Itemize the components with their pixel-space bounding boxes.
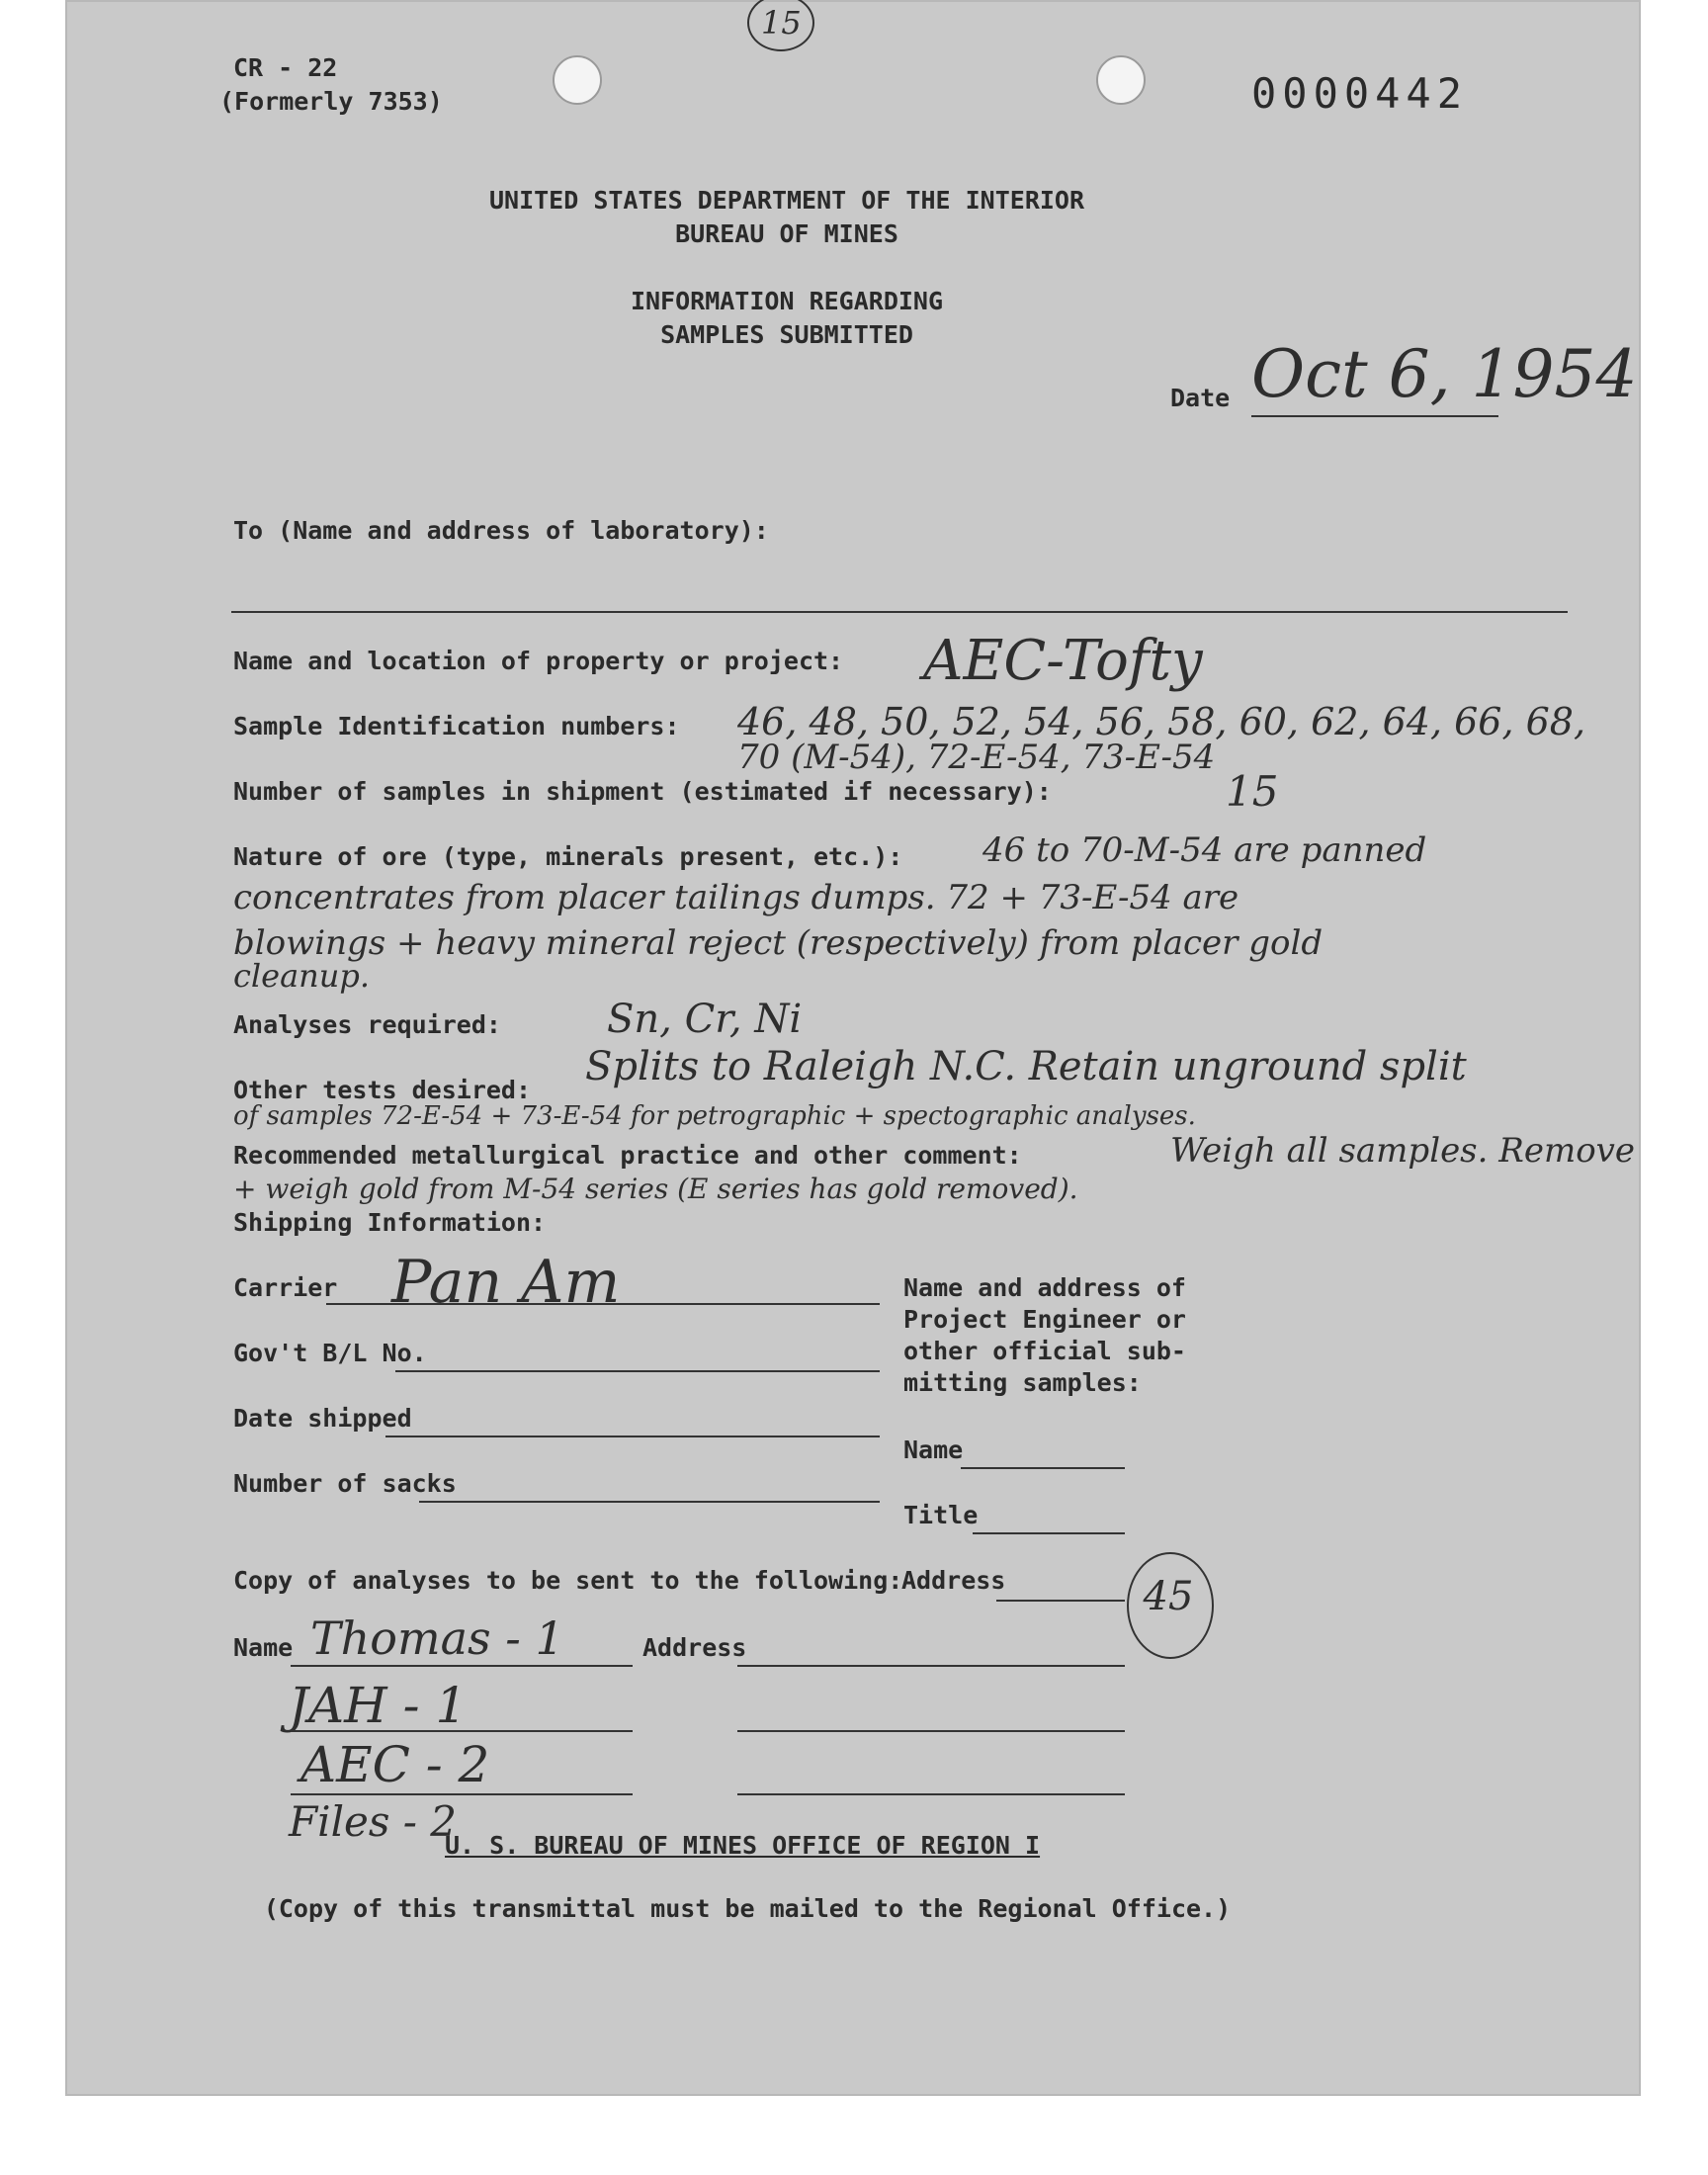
engineer-heading-4: mitting samples: — [903, 1368, 1142, 1397]
engineer-title-label: Title — [903, 1501, 979, 1529]
other-tests-value-2: of samples 72-E-54 + 73-E-54 for petrographic + spectographic analyses. — [233, 1101, 1196, 1131]
nature-value-2: concentrates from placer tailings dumps. 72 + 73-E-54 are — [233, 878, 1239, 917]
property-label: Name and location of property or project: — [233, 647, 844, 675]
bl-label: Gov't B/L No. — [233, 1339, 427, 1367]
formerly-number: (Formerly 7353) — [219, 87, 443, 116]
form-paper — [65, 0, 1641, 2096]
engineer-heading-2: Project Engineer or — [903, 1305, 1186, 1334]
sacks-label: Number of sacks — [233, 1469, 457, 1498]
engineer-address-label: Address — [901, 1566, 1006, 1595]
nature-value-3: blowings + heavy mineral reject (respectively) from placer gold — [233, 923, 1324, 963]
recommended-value-2: + weigh gold from M-54 series (E series has gold removed). — [233, 1173, 1078, 1205]
mailing-note: (Copy of this transmittal must be mailed to the Regional Office.) — [263, 1894, 1232, 1923]
copies-address-label: Address — [642, 1633, 747, 1662]
to-label: To (Name and address of laboratory): — [233, 516, 769, 545]
other-tests-value-1: Splits to Raleigh N.C. Retain unground split — [585, 1044, 1467, 1089]
engineer-address-line — [996, 1600, 1125, 1602]
sample-ids-value-1: 46, 48, 50, 52, 54, 56, 58, 60, 62, 64, 66, 68, — [737, 700, 1586, 743]
date-line — [1251, 415, 1498, 417]
recipient-2-line — [291, 1730, 633, 1732]
analyses-label: Analyses required: — [233, 1010, 501, 1039]
nature-value-4: cleanup. — [233, 957, 371, 995]
nature-label: Nature of ore (type, minerals present, etc.): — [233, 842, 903, 871]
carrier-label: Carrier — [233, 1273, 338, 1302]
num-samples-label: Number of samples in shipment (estimated if necessary): — [233, 777, 1052, 806]
recommended-value-1: Weigh all samples. Remove — [1170, 1131, 1636, 1171]
recommended-label: Recommended metallurgical practice and other comment: — [233, 1141, 1022, 1170]
engineer-name-line — [961, 1467, 1125, 1469]
form-title-line-1: INFORMATION REGARDING — [630, 287, 944, 315]
recipient-2: JAH - 1 — [289, 1677, 468, 1734]
property-value: AEC-Tofty — [923, 629, 1203, 693]
recipient-3-line — [291, 1793, 633, 1795]
other-tests-label: Other tests desired: — [233, 1076, 532, 1104]
form-title-line-2: SAMPLES SUBMITTED — [660, 320, 913, 349]
date-shipped-line — [385, 1436, 880, 1437]
punch-hole-left — [553, 55, 602, 105]
form-number: CR - 22 — [233, 53, 338, 82]
carrier-line — [326, 1303, 880, 1305]
engineer-heading-1: Name and address of — [903, 1273, 1186, 1302]
num-samples-value: 15 — [1226, 767, 1279, 816]
copies-label: Copy of analyses to be sent to the following: — [233, 1566, 903, 1595]
recipient-1-line — [291, 1665, 633, 1667]
nature-value-1: 46 to 70-M-54 are panned — [982, 830, 1427, 870]
top-handwritten-mark: 15 — [761, 4, 802, 42]
recipient-4: Files - 2 — [289, 1797, 458, 1846]
address-1-line — [737, 1665, 1125, 1667]
date-shipped-label: Date shipped — [233, 1404, 412, 1433]
address-3-line — [737, 1793, 1125, 1795]
bl-line — [395, 1370, 880, 1372]
serial-number: 0000442 — [1251, 69, 1469, 118]
engineer-title-line — [973, 1532, 1125, 1534]
circled-mark-value: 45 — [1143, 1574, 1194, 1619]
copies-name-label: Name — [233, 1633, 294, 1662]
engineer-name-label: Name — [903, 1436, 964, 1464]
carrier-value: Pan Am — [391, 1248, 621, 1317]
sacks-line — [419, 1501, 880, 1503]
recipient-3: AEC - 2 — [300, 1736, 490, 1793]
shipping-label: Shipping Information: — [233, 1208, 547, 1237]
date-label: Date — [1170, 384, 1231, 412]
region-office: U. S. BUREAU OF MINES OFFICE OF REGION I — [445, 1831, 1041, 1860]
sample-ids-label: Sample Identification numbers: — [233, 712, 680, 740]
engineer-heading-3: other official sub- — [903, 1337, 1186, 1365]
bureau-title: BUREAU OF MINES — [675, 219, 898, 248]
sample-ids-value-2: 70 (M-54), 72-E-54, 73-E-54 — [737, 738, 1216, 777]
date-value: Oct 6, 1954 — [1251, 336, 1638, 412]
department-title: UNITED STATES DEPARTMENT OF THE INTERIOR — [488, 186, 1085, 215]
to-line — [231, 611, 1568, 613]
punch-hole-right — [1096, 55, 1146, 105]
recipient-1: Thomas - 1 — [310, 1611, 564, 1665]
analyses-value: Sn, Cr, Ni — [607, 997, 803, 1042]
top-mark-circle — [747, 0, 814, 51]
address-2-line — [737, 1730, 1125, 1732]
